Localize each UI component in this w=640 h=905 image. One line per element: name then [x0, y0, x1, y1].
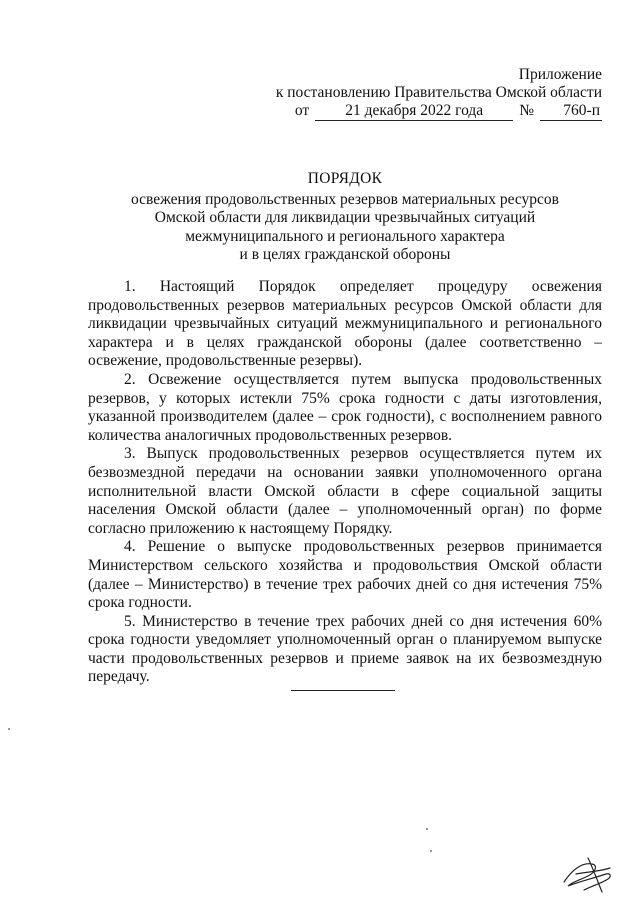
paragraph-2: 2. Освежение осуществляется путем выпуска продовольственных резервов, у которых истекли 75% срока годности с даты изготовления, указанной производителем (далее – срок годности), с восполнением равного количества аналогичных продовольственных резервов. [88, 370, 602, 444]
document-subtitle-line: освежения продовольственных резервов материальных ресурсов [131, 190, 559, 208]
decree-number: 760-п [540, 103, 602, 121]
document-subtitle-line: Омской области для ликвидации чрезвычайных ситуаций [154, 209, 536, 227]
appendix-decree-reference: к постановлению Правительства Омской области [275, 84, 602, 101]
document-title-block [88, 170, 602, 265]
document-title: ПОРЯДОК [307, 170, 383, 187]
end-of-document-rule [291, 690, 395, 691]
document-subtitle-line: межмуниципального и регионального характера [185, 227, 505, 245]
appendix-header [276, 66, 602, 121]
appendix-date-number-line [276, 102, 602, 121]
appendix-label: Приложение [518, 66, 602, 83]
scan-speck [8, 728, 10, 730]
scan-speck [426, 828, 428, 830]
document-body [88, 278, 602, 687]
decree-date: 21 декабря 2022 года [315, 103, 513, 121]
paragraph-5: 5. Министерство в течение трех рабочих дней со дня истечения 60% срока годности уведомляет уполномоченный орган о планируемом выпуске части продовольственных резервов и приеме заявок на их безвозмездную передачу. [88, 612, 602, 686]
scan-speck [430, 850, 432, 852]
paragraph-1: 1. Настоящий Порядок определяет процедуру освежения продовольственных резервов материальных ресурсов Омской области для ликвидации чрезвычайных ситуаций межмуниципального и регионального характера и в целях гражданской обороны (далее соответственно – освежение, продовольственные резервы). [88, 278, 602, 370]
paragraph-3: 3. Выпуск продовольственных резервов осуществляется путем их безвозмездной передачи на основании заявки уполномоченного органа исполнительной власти Омской области в сфере социальной защиты населения Омской области (далее – уполномоченный орган) по форме согласно приложению к настоящему Порядку. [88, 445, 602, 537]
initials-signature-icon [558, 852, 616, 896]
paragraph-4: 4. Решение о выпуске продовольственных резервов принимается Министерством сельского хозяйства и продовольствия Омской области (далее – Министерство) в течение трех рабочих дней со дня истечения 75% срока годности. [88, 538, 602, 612]
number-label: № [519, 102, 534, 119]
from-label: от [294, 102, 310, 119]
document-subtitle-line: и в целях гражданской обороны [239, 246, 451, 264]
